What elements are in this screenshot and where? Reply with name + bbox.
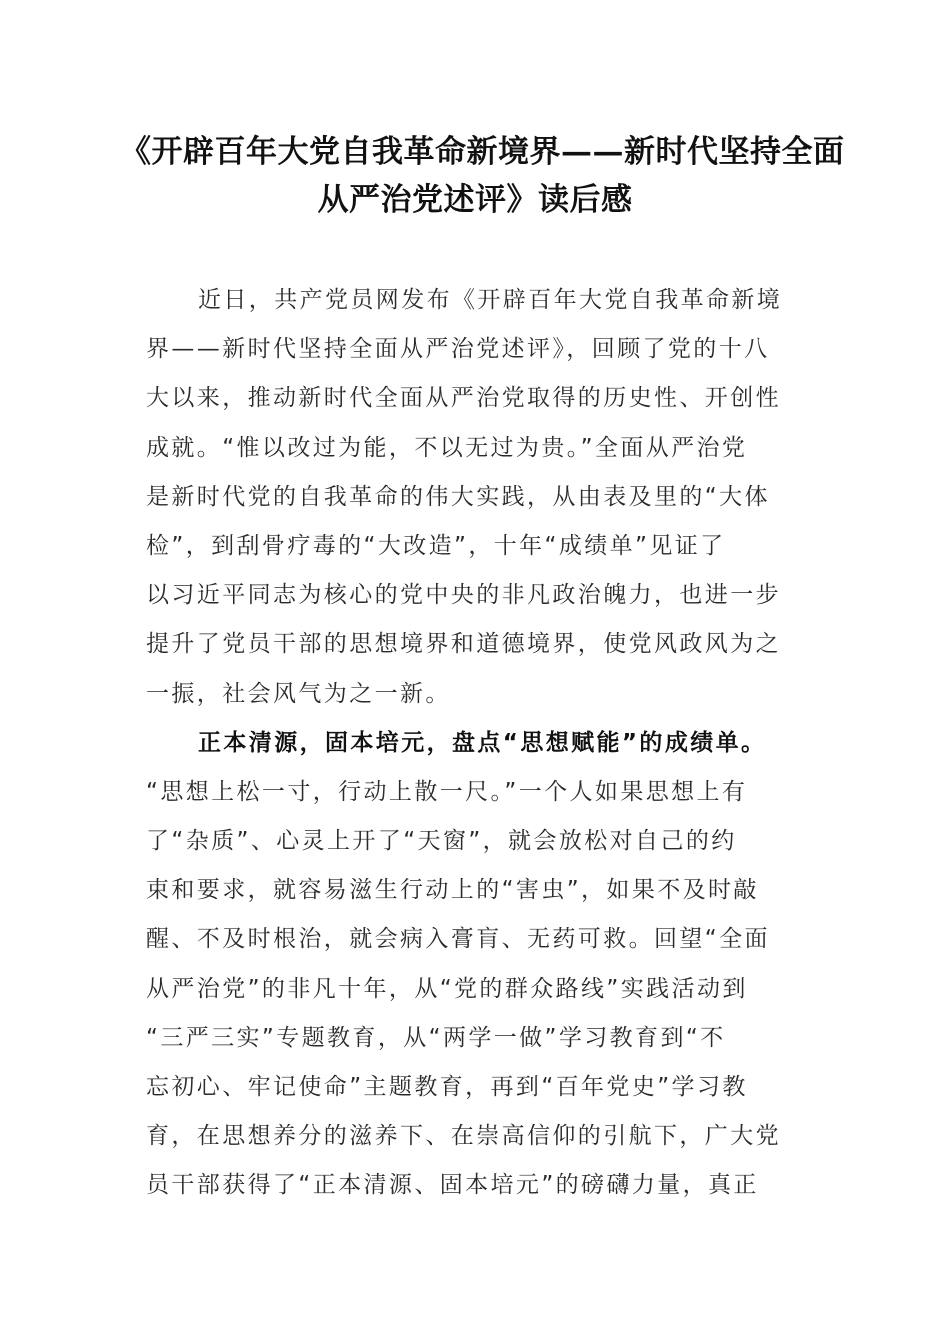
document-body (146, 276, 790, 1211)
title-line: 《开辟百年大党自我革命新境界——新时代坚持全面 (120, 134, 845, 170)
paragraph-line: 是新时代党的自我革命的伟大实践，从由表及里的“大体 (146, 483, 770, 510)
paragraph-line: “三严三实”专题教育，从“两学一做”学习教育到“不 (146, 1024, 726, 1051)
paragraph-line: “思想上松一寸，行动上散一尺。”一个人如果思想上有 (146, 778, 748, 805)
section-heading: 正本清源，固本培元，盘点“思想赋能”的成绩单。 (198, 729, 767, 756)
paragraph-line: 近日，共产党员网发布《开辟百年大党自我革命新境 (198, 287, 783, 313)
title-line: 从严治党述评》读后感 (317, 182, 633, 218)
paragraph-line: 一振，社会风气为之一新。 (146, 680, 451, 707)
paragraph-line: 醒、不及时根治，就会病入膏肓、无药可救。回望“全面 (146, 926, 770, 953)
paragraph-line: 忘初心、牢记使命”主题教育，再到“百年党史”学习教 (146, 1074, 748, 1100)
document-title (120, 128, 845, 224)
paragraph-line: 以习近平同志为核心的党中央的非凡政治魄力，也进一步 (146, 582, 781, 609)
paragraph-line: 检”，到刮骨疗毒的“大改造”，十年“成绩单”见证了 (146, 532, 726, 559)
paragraph-line: 育，在思想养分的滋养下、在崇高信仰的引航下，广大党 (146, 1123, 781, 1150)
paragraph-line: 界——新时代坚持全面从严治党述评》，回顾了党的十八 (146, 336, 770, 363)
paragraph-line: 大以来，推动新时代全面从严治党取得的历史性、开创性 (146, 385, 781, 412)
paragraph-line: 了“杂质”、心灵上开了“天窗”，就会放松对自己的约 (146, 828, 737, 855)
paragraph-line: 员干部获得了“正本清源、固本培元”的磅礴力量，真正 (146, 1172, 759, 1199)
paragraph-line: 从严治党”的非凡十年，从“党的群众路线”实践活动到 (146, 975, 748, 1002)
paragraph-line: 成就。“惟以改过为能，不以无过为贵。”全面从严治党 (146, 434, 748, 461)
paragraph-line: 束和要求，就容易滋生行动上的“害虫”，如果不及时敲 (146, 877, 759, 904)
paragraph-line: 提升了党员干部的思想境界和道德境界，使党风政风为之 (146, 631, 781, 658)
